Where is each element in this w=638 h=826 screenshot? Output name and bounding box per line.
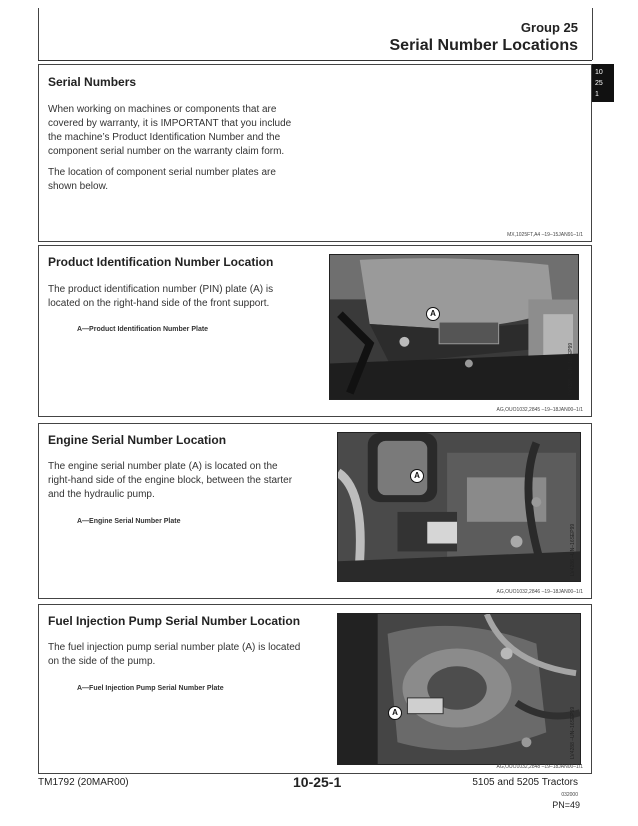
figure-caption: A—Product Identification Number Plate <box>77 326 209 333</box>
revision-code: 032000 <box>561 792 578 798</box>
reference-code: AG,OUO1032,2845 –19–18JAN00–1/1 <box>496 407 583 413</box>
page-title: Serial Number Locations <box>389 37 578 54</box>
header-rule-right <box>592 8 593 60</box>
tractor-models: 5105 and 5205 Tractors <box>472 777 578 788</box>
pin-plate-photo <box>329 254 579 400</box>
box-paragraph <box>48 283 273 311</box>
section-tab-chapter: 10 <box>595 69 603 76</box>
section-tab-group: 25 <box>595 80 603 87</box>
image-id: LV4288 –UN–16SEP99 <box>570 706 576 759</box>
reference-code: AG,OUO1032,2846 –19–18JAN00–1/1 <box>496 589 583 595</box>
text-line: located on the right-hand side of the front support. <box>48 298 270 309</box>
header-divider <box>38 60 592 61</box>
callout-a-label: A <box>410 469 424 483</box>
text-line: shown below. <box>48 181 109 192</box>
callout-a-label: A <box>388 706 402 720</box>
group-title: Group 25 <box>520 20 578 35</box>
reference-code: AG,OUO1032,2848 –19–18JAN00–1/1 <box>496 764 583 770</box>
engine-serial-box <box>38 423 592 599</box>
text-line: the machine’s Product Identification Number and the <box>48 132 281 143</box>
reference-code: MX,1025FT,A4 –19–15JAN91–1/1 <box>507 232 583 238</box>
text-line: on the side of the pump. <box>48 656 156 667</box>
image-id: LV4286 –UN–16SEP99 <box>570 523 576 576</box>
section-tab-page: 1 <box>595 91 599 98</box>
box-title: Engine Serial Number Location <box>48 433 227 447</box>
fuel-pump-serial-box <box>38 604 592 774</box>
intro-paragraph-2 <box>48 166 276 194</box>
text-line: The engine serial number plate (A) is located on the <box>48 461 278 472</box>
figure-caption: A—Engine Serial Number Plate <box>77 518 181 525</box>
box-title: Fuel Injection Pump Serial Number Location <box>48 614 301 628</box>
figure-caption: A—Fuel Injection Pump Serial Number Plate <box>77 685 224 692</box>
text-line: When working on machines or components that are <box>48 104 277 115</box>
text-line: component serial number on the warranty claim form. <box>48 146 285 157</box>
section-tab <box>592 64 614 102</box>
fuel-pump-plate-photo <box>337 613 581 765</box>
text-line: right-hand side of the engine block, between the starter <box>48 475 293 486</box>
text-line: The fuel injection pump serial number plate (A) is located <box>48 642 301 653</box>
intro-paragraph-1 <box>48 103 291 159</box>
serial-numbers-box <box>38 64 592 242</box>
box-title: Product Identification Number Location <box>48 255 274 269</box>
text-line: The location of component serial number plates are <box>48 167 276 178</box>
text-line: The product identification number (PIN) plate (A) is <box>48 284 274 295</box>
text-line: covered by warranty, it is IMPORTANT that you include <box>48 118 292 129</box>
box-paragraph <box>48 460 292 502</box>
header-rule-left <box>38 8 39 60</box>
manual-number: TM1792 (20MAR00) <box>38 777 129 788</box>
engine-plate-photo <box>337 432 581 582</box>
box-title: Serial Numbers <box>48 75 137 89</box>
page-number: 10-25-1 <box>293 774 342 790</box>
image-id: LV4285 –UN–16SEP99 <box>568 342 574 395</box>
text-line: and the hydraulic pump. <box>48 489 155 500</box>
box-paragraph <box>48 641 300 669</box>
page-pn: PN=49 <box>552 800 580 810</box>
callout-a-label: A <box>426 307 440 321</box>
pin-location-box <box>38 245 592 417</box>
